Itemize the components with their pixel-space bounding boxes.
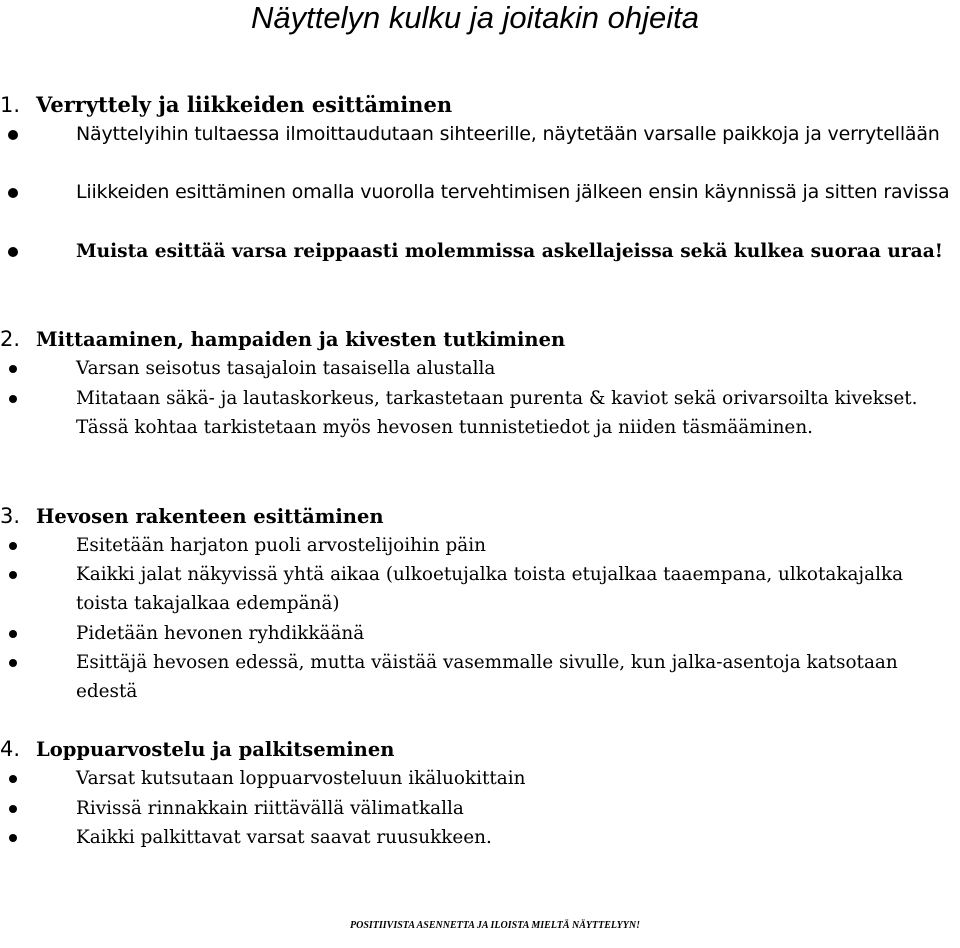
list-item bbox=[0, 560, 960, 619]
section-3-title: Hevosen rakenteen esittäminen bbox=[36, 505, 384, 528]
list-item bbox=[0, 237, 960, 266]
document-title: Näyttelyn kulku ja joitakin ohjeita bbox=[250, 0, 700, 35]
list-item-text: Esittäjä hevosen edessä, mutta väistää vasemmalle sivulle, kun jalka-asentoja katsotaan edestä bbox=[76, 652, 898, 703]
bullet-icon bbox=[8, 130, 18, 140]
closing-slogan: POSITIIVISTA ASENNETTA JA ILOISTA MIELTÄ NÄYTTELYYN! bbox=[350, 920, 640, 931]
list-item-text: Rivissä rinnakkain riittävällä välimatkalla bbox=[76, 798, 464, 819]
section-4-title: Loppuarvostelu ja palkitseminen bbox=[36, 738, 395, 761]
section-1-heading bbox=[0, 90, 452, 120]
list-item bbox=[0, 120, 960, 149]
list-item-text: Varsat kutsutaan loppuarvosteluun ikäluokittain bbox=[76, 768, 526, 789]
section-4-number: 4. bbox=[0, 737, 21, 761]
section-2-heading bbox=[0, 325, 565, 354]
list-item-text: Varsan seisotus tasajaloin tasaisella alustalla bbox=[76, 358, 496, 379]
bullet-icon bbox=[8, 188, 18, 198]
list-item bbox=[0, 619, 960, 648]
bullet-icon bbox=[9, 805, 17, 813]
list-item-text: Pidetään hevonen ryhdikkäänä bbox=[76, 623, 365, 644]
list-item bbox=[0, 823, 960, 852]
bullet-icon bbox=[9, 542, 17, 550]
bullet-icon bbox=[9, 571, 17, 579]
list-item bbox=[0, 794, 960, 823]
bullet-icon bbox=[9, 775, 17, 783]
section-3-heading bbox=[0, 502, 384, 531]
list-item bbox=[0, 354, 960, 383]
bullet-icon bbox=[9, 630, 17, 638]
section-4-heading bbox=[0, 735, 394, 764]
section-2-title: Mittaaminen, hampaiden ja kivesten tutkiminen bbox=[36, 328, 566, 351]
list-item bbox=[0, 178, 960, 207]
list-item-text: Kaikki jalat näkyvissä yhtä aikaa (ulkoetujalka toista etujalkaa taaempana, ulkotakajalka toista takajalkaa edempänä) bbox=[76, 564, 904, 615]
bullet-icon bbox=[9, 395, 17, 403]
bullet-icon bbox=[9, 659, 17, 667]
list-item bbox=[0, 764, 960, 793]
bullet-icon bbox=[8, 247, 18, 257]
list-item bbox=[0, 648, 960, 707]
list-item-text: Näyttelyihin tultaessa ilmoittaudutaan sihteerille, näytetään varsalle paikkoja ja verrytellään bbox=[76, 123, 940, 145]
list-item-text: Mitataan säkä- ja lautaskorkeus, tarkastetaan purenta & kaviot sekä orivarsoilta kivekset. Tässä kohtaa tarkistetaan myös hevosen tunnistetiedot ja niiden täsmääminen. bbox=[76, 388, 918, 439]
bullet-icon bbox=[9, 365, 17, 373]
list-item bbox=[0, 384, 960, 443]
section-2-number: 2. bbox=[0, 327, 21, 351]
list-item bbox=[0, 531, 960, 560]
section-1-number: 1. bbox=[0, 93, 21, 117]
list-item-text: Esitetään harjaton puoli arvostelijoihin päin bbox=[76, 535, 486, 556]
section-3-number: 3. bbox=[0, 504, 21, 528]
list-item-text: Liikkeiden esittäminen omalla vuorolla tervehtimisen jälkeen ensin käynnissä ja sitten ravissa bbox=[76, 181, 950, 203]
section-1-title: Verryttely ja liikkeiden esittäminen bbox=[36, 92, 453, 117]
bullet-icon bbox=[9, 834, 17, 842]
list-item-text: Muista esittää varsa reippaasti molemmissa askellajeissa sekä kulkea suoraa uraa! bbox=[76, 241, 943, 262]
list-item-text: Kaikki palkittavat varsat saavat ruusukkeen. bbox=[76, 827, 492, 848]
